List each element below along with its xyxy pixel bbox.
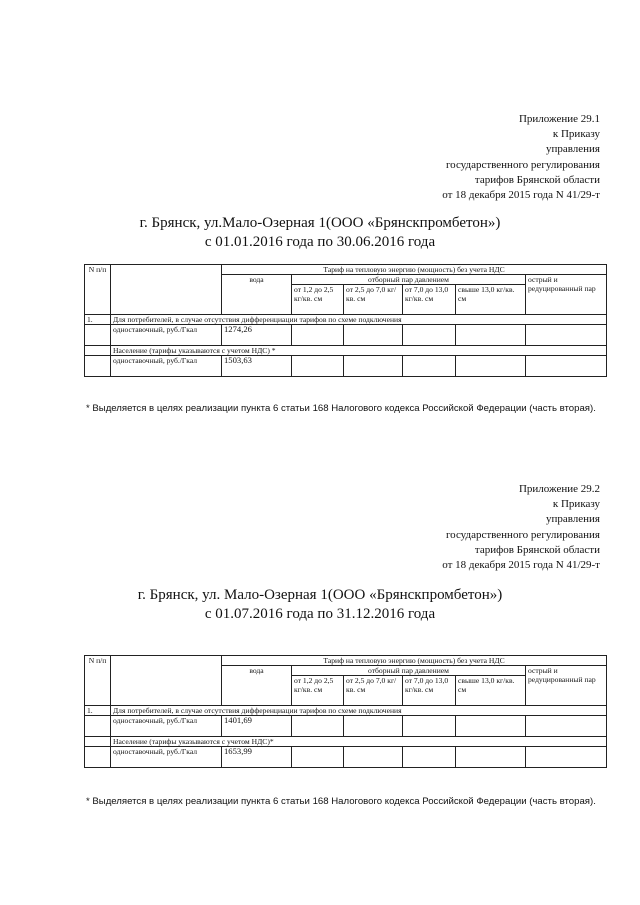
empty-cell [344, 325, 403, 346]
header-sharp-steam: острый и редуцированный пар [526, 666, 607, 706]
row-consumers-text: Для потребителей, в случае отсутствия дифференциации тарифов по схеме подключения [111, 315, 607, 325]
empty-cell [292, 356, 344, 377]
empty-cell [526, 356, 607, 377]
row-number: 1. [85, 706, 111, 716]
title-line: г. Брянск, ул.Мало-Озерная 1(ООО «Брянскпромбетон») [139, 215, 501, 231]
empty-cell [344, 747, 403, 768]
empty-cell [292, 716, 344, 737]
header-sharp-steam: острый и редуцированный пар [526, 275, 607, 315]
empty-cell [456, 747, 526, 768]
appendix-line: управления [545, 513, 600, 526]
empty-cell [85, 356, 111, 377]
appendix-line: управления [545, 143, 600, 156]
header-blank [111, 656, 222, 706]
title-line: г. Брянск, ул. Мало-Озерная 1(ООО «Брянскпромбетон») [137, 587, 503, 603]
empty-cell [292, 325, 344, 346]
rate-label: одноставочный, руб./Гкал [111, 747, 222, 768]
empty-cell [456, 356, 526, 377]
header-steam-col: от 2,5 до 7,0 кг/кв. см [344, 676, 403, 706]
appendix-line: к Приказу [552, 498, 600, 511]
empty-cell [85, 747, 111, 768]
header-blank [111, 265, 222, 315]
header-steam-col: свыше 13,0 кг/кв. см [456, 676, 526, 706]
empty-cell [344, 356, 403, 377]
appendix-line: Приложение 29.1 [518, 113, 600, 125]
appendix-header-2 [442, 482, 600, 573]
empty-cell [526, 747, 607, 768]
appendix-header-1 [442, 112, 600, 203]
title-line: с 01.01.2016 года по 30.06.2016 года [204, 234, 436, 250]
header-steam-col: свыше 13,0 кг/кв. см [456, 285, 526, 315]
empty-cell [344, 716, 403, 737]
row-population-text: Население (тарифы указываются с учетом НДС)* [111, 737, 607, 747]
appendix-line: государственного регулирования [445, 528, 600, 541]
empty-cell [85, 325, 111, 346]
header-number: N п/п [85, 656, 111, 706]
empty-cell [526, 716, 607, 737]
row-consumers-text: Для потребителей, в случае отсутствия дифференциации тарифов по схеме подключения [111, 706, 607, 716]
empty-cell [292, 747, 344, 768]
rate-value-water: 1653,99 [222, 747, 292, 768]
header-water: вода [222, 275, 292, 315]
tariff-table-2 [84, 655, 607, 768]
empty-cell [85, 346, 111, 356]
appendix-line: к Приказу [552, 128, 600, 141]
rate-value-water: 1401,69 [222, 716, 292, 737]
row-population-text: Население (тарифы указываются с учетом НДС) * [111, 346, 607, 356]
footnote-2: * Выделяется в целях реализации пункта 6 статьи 168 Налогового кодекса Российской Федерации (часть вторая). [86, 796, 596, 807]
empty-cell [403, 747, 456, 768]
header-steam-col: от 1,2 до 2,5 кг/кв. см [292, 285, 344, 315]
empty-cell [526, 325, 607, 346]
header-water: вода [222, 666, 292, 706]
rate-label: одноставочный, руб./Гкал [111, 356, 222, 377]
appendix-line: от 18 декабря 2015 года N 41/29-т [442, 559, 600, 572]
empty-cell [456, 325, 526, 346]
header-steam: отборный пар давлением [292, 275, 526, 285]
empty-cell [403, 356, 456, 377]
header-steam-col: от 7,0 до 13,0 кг/кв. см [403, 285, 456, 315]
appendix-line: Приложение 29.2 [518, 483, 600, 495]
header-tariff: Тариф на тепловую энергию (мощность) без учета НДС [222, 265, 607, 275]
empty-cell [456, 716, 526, 737]
tariff-table-1 [84, 264, 607, 377]
header-number: N п/п [85, 265, 111, 315]
appendix-line: от 18 декабря 2015 года N 41/29-т [442, 189, 600, 202]
header-steam-col: от 2,5 до 7,0 кг/кв. см [344, 285, 403, 315]
rate-value-water: 1274,26 [222, 325, 292, 346]
appendix-line: тарифов Брянской области [474, 543, 600, 556]
header-steam-col: от 1,2 до 2,5 кг/кв. см [292, 676, 344, 706]
section-title-1 [0, 214, 640, 252]
footnote-1: * Выделяется в целях реализации пункта 6 статьи 168 Налогового кодекса Российской Федерации (часть вторая). [86, 403, 596, 414]
empty-cell [85, 737, 111, 747]
rate-label: одноставочный, руб./Гкал [111, 325, 222, 346]
appendix-line: тарифов Брянской области [474, 173, 600, 186]
header-tariff: Тариф на тепловую энергию (мощность) без учета НДС [222, 656, 607, 666]
rate-label: одноставочный, руб./Гкал [111, 716, 222, 737]
empty-cell [85, 716, 111, 737]
row-number: 1. [85, 315, 111, 325]
title-line: с 01.07.2016 года по 31.12.2016 года [204, 606, 436, 622]
header-steam: отборный пар давлением [292, 666, 526, 676]
empty-cell [403, 716, 456, 737]
section-title-2 [0, 586, 640, 624]
empty-cell [403, 325, 456, 346]
appendix-line: государственного регулирования [445, 158, 600, 171]
rate-value-water: 1503,63 [222, 356, 292, 377]
header-steam-col: от 7,0 до 13,0 кг/кв. см [403, 676, 456, 706]
